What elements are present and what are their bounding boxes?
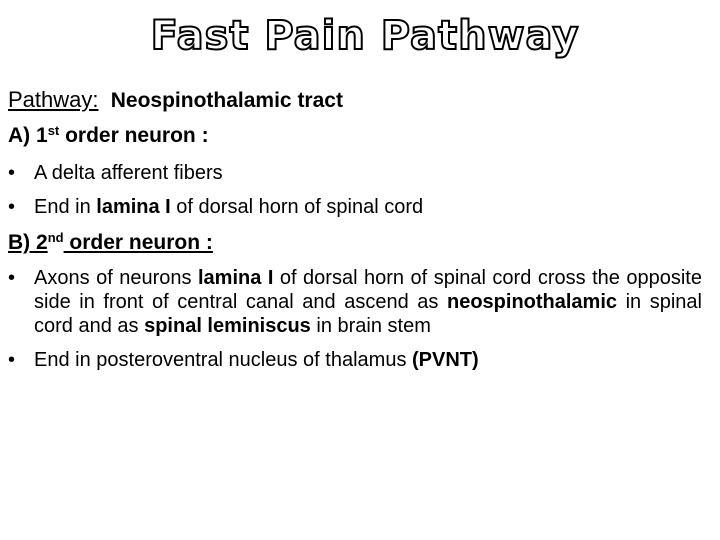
section-b-heading — [8, 229, 213, 257]
bullet-text-part: End in posteroventral nucleus of thalamus — [34, 349, 412, 371]
bullet-bold-term: lamina I — [96, 196, 171, 218]
section-b-bullets — [8, 266, 702, 382]
section-a-heading-suffix: order neuron : — [59, 124, 209, 147]
section-a-heading-sup: st — [47, 123, 60, 138]
bullet-item — [8, 266, 702, 338]
pathway-line — [8, 86, 343, 115]
bullet-bold-term: lamina I — [198, 267, 274, 289]
bullet-text-part: of dorsal horn of spinal cord — [170, 196, 424, 218]
bullet-item — [8, 348, 702, 372]
bullet-text-part: in spinal cord and as — [34, 291, 702, 337]
section-b-heading-prefix: B) 2 — [8, 231, 48, 254]
bullet-text-part: Axons of neurons — [34, 267, 198, 289]
section-a-heading-prefix: A) 1 — [8, 124, 48, 147]
section-b-heading-sup: nd — [47, 230, 64, 245]
section-a-heading — [8, 122, 209, 150]
bullet-item — [8, 161, 702, 185]
pathway-value: Neospinothalamic tract — [110, 89, 343, 112]
bullet-text-part: of dorsal horn of spinal cord cross the opposite side in front of central canal and ascend as — [34, 267, 702, 313]
pathway-label: Pathway: — [8, 87, 99, 112]
slide-title: Fast Pain Pathway — [150, 13, 580, 59]
bullet-bold-term: (PVNT) — [412, 349, 479, 371]
bullet-text: A delta afferent fibers — [34, 162, 223, 184]
bullet-item — [8, 195, 702, 219]
bullet-bold-term: spinal leminiscus — [144, 315, 311, 337]
bullet-text-part: End in — [34, 196, 97, 218]
bullet-text-part: in brain stem — [310, 315, 431, 337]
bullet-bold-term: neospinothalamic — [446, 291, 618, 313]
section-b-heading-suffix: order neuron : — [63, 231, 213, 254]
section-a-bullets — [8, 161, 702, 229]
